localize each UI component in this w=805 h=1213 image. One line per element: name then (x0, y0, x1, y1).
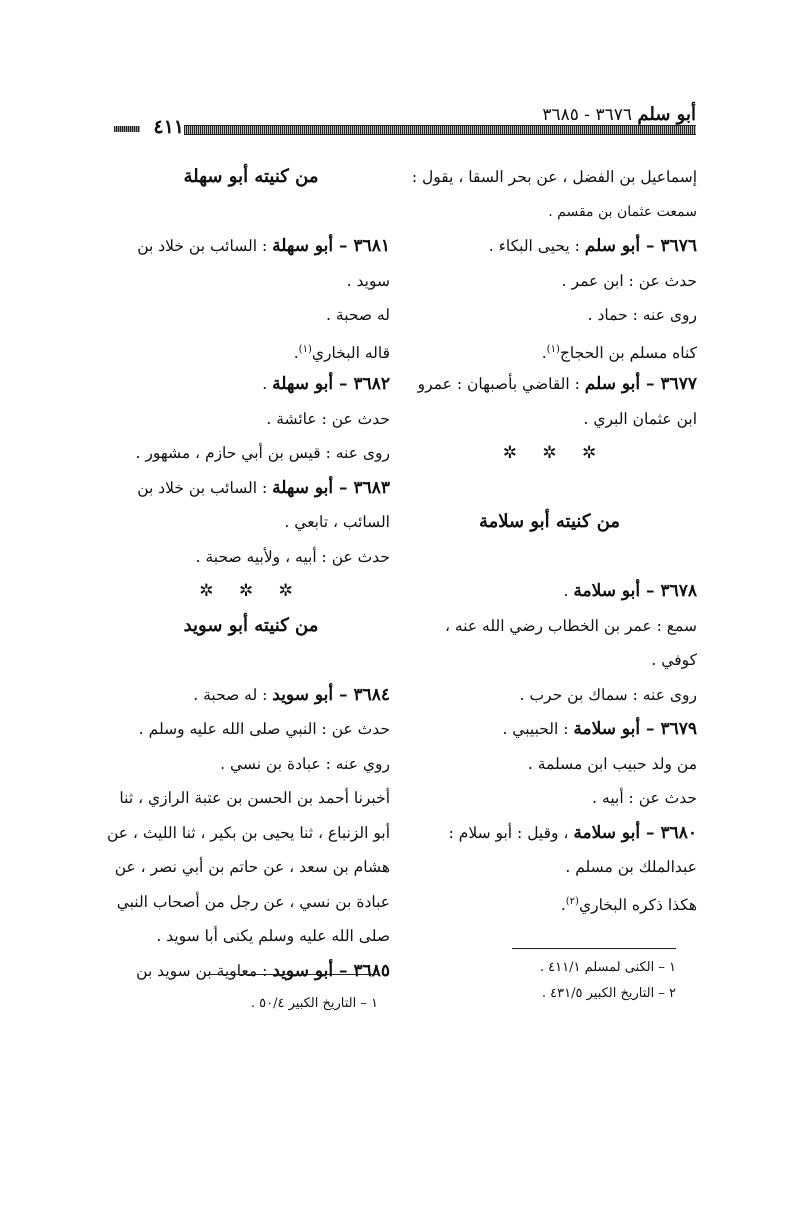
text-line: إسماعيل بن الفضل ، عن بحر السقا ، يقول : (411, 168, 697, 186)
header-rule (180, 125, 696, 135)
entry-3679 (412, 712, 697, 747)
text-line: صلى الله عليه وسلم يكنى أبا سويد . (156, 927, 390, 945)
text-line (112, 333, 390, 368)
entry-3678 (412, 574, 697, 609)
footnote-rule-left (208, 974, 378, 975)
entry-heading: ٣٦٧٩ – أبو سلامة (573, 719, 697, 739)
entry-heading: ٣٦٧٧ – أبو سلم (584, 374, 697, 394)
text-line: من ولد حبيب ابن مسلمة . (527, 754, 697, 773)
text-line: روي عنه : عبادة بن نسي . (220, 754, 390, 773)
text-line: هشام بن سعد ، عن حاتم بن أبي نصر ، عن (114, 858, 390, 876)
running-title: أبو سلم (637, 104, 696, 125)
footnote-rule-right (512, 948, 676, 949)
entry-heading: ٣٦٨٤ – أبو سويد (272, 684, 390, 705)
footnote-ref: (٢) (565, 895, 579, 907)
line-end: . (293, 343, 299, 362)
text-line: سمع : عمر بن الخطاب رضي الله عنه ، (444, 616, 697, 635)
text-line (412, 885, 697, 920)
entry-heading: ٣٦٨٢ – أبو سهلة (272, 374, 390, 394)
text-line: حدث عن : أبيه . (592, 789, 697, 807)
entry-text: : الحبيبي . (502, 720, 574, 738)
entry-text: . (563, 582, 574, 600)
line-text: كناه مسلم بن الحجاج (559, 343, 697, 362)
text-line: روى عنه : حماد . (587, 306, 697, 324)
entry-heading: ٣٦٨٠ – أبو سلامة (573, 822, 697, 843)
text-line: سويد . (346, 271, 390, 290)
entry-text: . (262, 375, 273, 393)
footnote-left-1: ١ – التاريخ الكبير ٥٠/٤ . (250, 996, 378, 1011)
entry-text: : معاوية بن سويد بن (136, 961, 273, 980)
text-line: أبو الزنباع ، ثنا يحيى بن بكير ، ثنا الليث ، عن (106, 823, 390, 842)
text-line: حدث عن : ابن عمر . (561, 271, 697, 290)
line-text: قاله البخاري (311, 343, 390, 362)
entry-3676 (412, 229, 697, 264)
entry-text: : السائب بن خلاد بن (137, 478, 273, 497)
entry-text: : السائب بن خلاد بن (137, 237, 273, 255)
entry-3681 (112, 229, 390, 264)
entry-heading: ٣٦٧٨ – أبو سلامة (573, 581, 697, 601)
text-line: كوفي . (651, 651, 697, 669)
line-text: هكذا ذكره البخاري (578, 895, 697, 914)
text-line: حدث عن : عائشة . (266, 409, 390, 428)
text-line: حدث عن : النبي صلى الله عليه وسلم . (138, 720, 390, 738)
text-line: سمعت عثمان بن مقسم . (548, 203, 697, 220)
left-column (106, 160, 390, 988)
page-number: ٤١١ (110, 116, 184, 140)
section-title: من كنيته أبو سويد (183, 614, 319, 636)
entry-3680 (412, 816, 697, 851)
entry-text: : يحيى البكاء . (488, 237, 585, 255)
entry-heading: ٣٦٨٥ – أبو سويد (272, 960, 390, 981)
line-end: . (541, 343, 547, 362)
entry-3685 (112, 954, 390, 989)
entry-heading: ٣٦٧٦ – أبو سلم (584, 236, 697, 256)
text-line: روى عنه : قيس بن أبي حازم ، مشهور . (135, 444, 390, 462)
section-divider-stars: ✲ ✲ ✲ (502, 443, 607, 463)
entry-range: ٣٦٧٦ - ٣٦٨٥ (542, 105, 632, 125)
entry-text: : له صحبة . (193, 685, 273, 704)
section-divider-stars: ✲ ✲ ✲ (199, 581, 303, 601)
entry-3682 (112, 367, 390, 402)
right-column (412, 160, 697, 919)
text-line: عبدالملك بن مسلم . (565, 858, 697, 876)
section-title: من كنيته أبو سلامة (478, 511, 621, 532)
text-line: حدث عن : أبيه ، ولأبيه صحبة . (195, 547, 390, 566)
entry-3684 (112, 678, 390, 713)
running-header (430, 104, 696, 125)
entry-text: ، وقيل : أبو سلام : (448, 823, 574, 842)
entry-heading: ٣٦٨١ – أبو سهلة (272, 236, 390, 256)
footnote-right-1: ١ – الكنى لمسلم ٤١١/١ . (539, 960, 676, 975)
entry-3677 (412, 367, 697, 402)
entry-3683 (112, 471, 390, 506)
footnote-ref: (١) (298, 343, 312, 355)
line-end: . (560, 895, 566, 914)
text-line: ابن عثمان البري . (583, 409, 697, 428)
entry-text: : القاضي بأصبهان : عمرو (417, 375, 585, 393)
text-line: روى عنه : سماك بن حرب . (519, 685, 697, 704)
footnote-right-2: ٢ – التاريخ الكبير ٤٣١/٥ . (541, 986, 676, 1001)
footnote-ref: (١) (546, 343, 560, 355)
entry-heading: ٣٦٨٣ – أبو سهلة (272, 477, 390, 498)
text-line: له صحبة . (326, 306, 390, 324)
text-line: عبادة بن نسي ، عن رجل من أصحاب النبي (116, 892, 390, 911)
text-line (412, 333, 697, 368)
text-line: السائب ، تابعي . (284, 513, 390, 531)
section-title: من كنيته أبو سهلة (183, 166, 319, 187)
text-line: أخبرنا أحمد بن الحسن بن عتبة الرازي ، ثنا (119, 789, 390, 807)
